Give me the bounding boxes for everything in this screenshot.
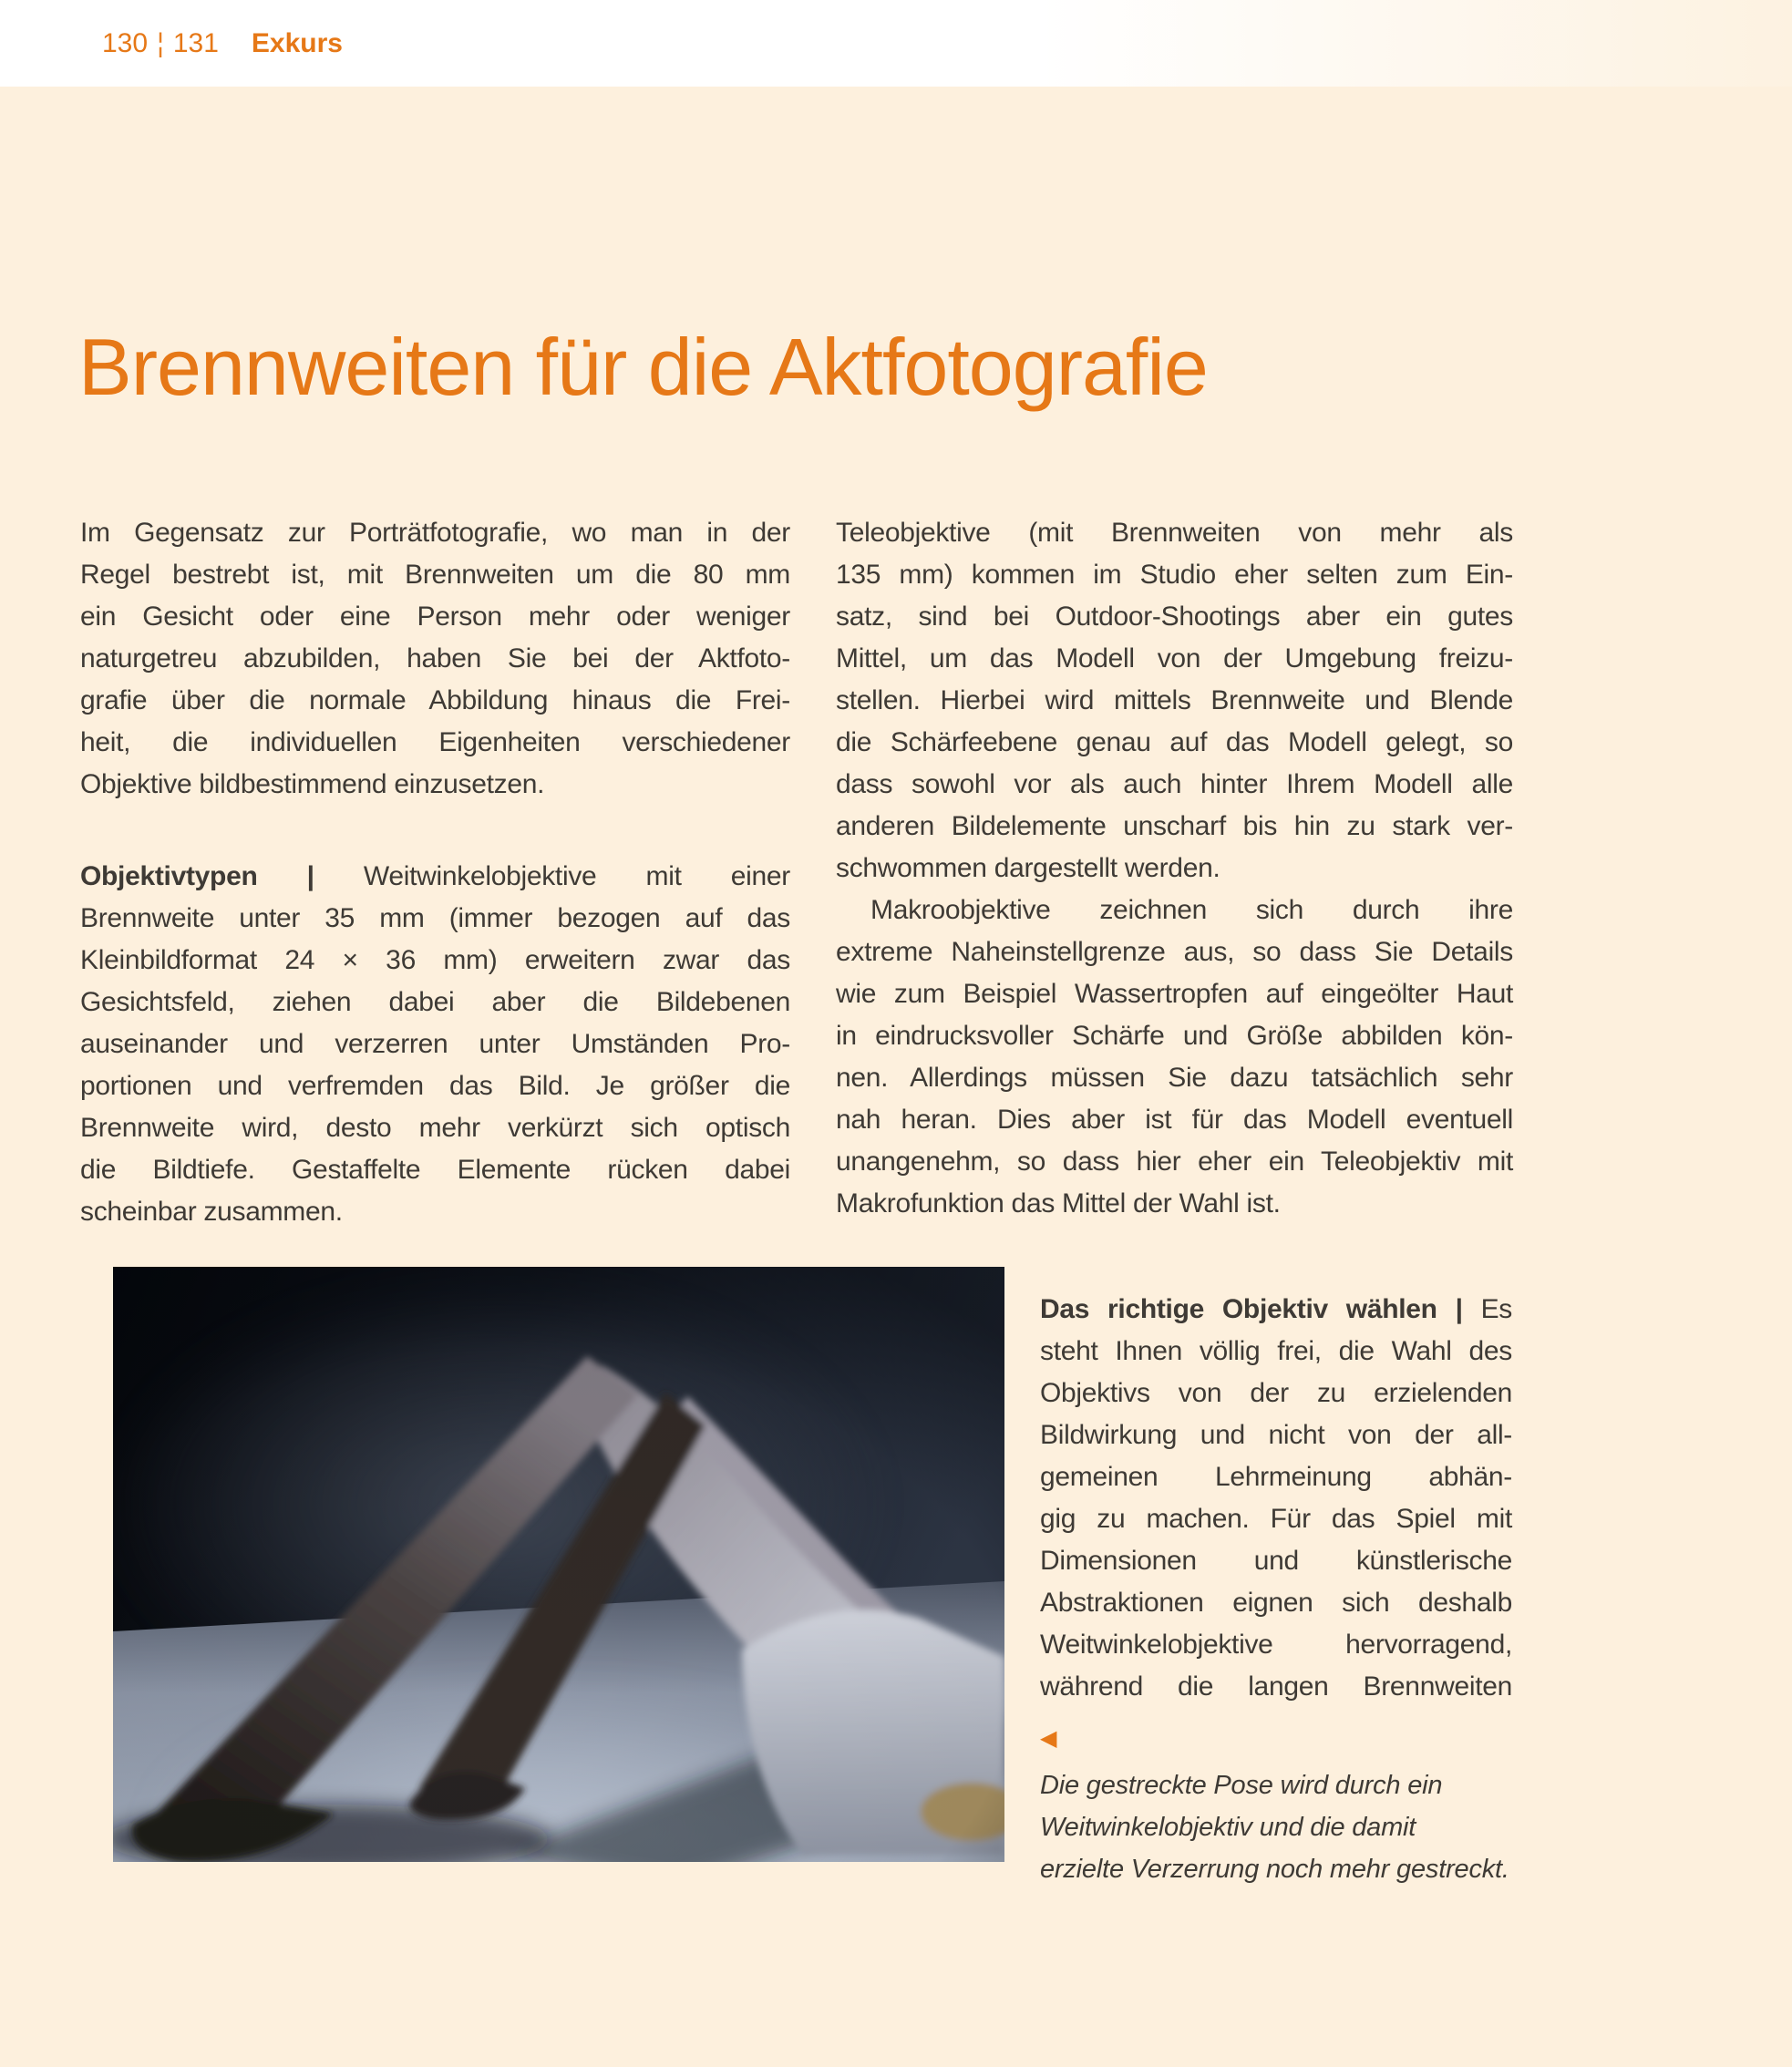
text-line: satz, sind bei Outdoor-Shootings aber ein gutes xyxy=(836,602,1513,632)
nude-studio-photo xyxy=(113,1267,1004,1862)
text-line: Das richtige Objektiv wählen | Es xyxy=(1040,1294,1513,1324)
text-line: Dimensionen und künstlerische xyxy=(1040,1546,1512,1576)
text-line: Weitwinkelobjektive hervorragend, xyxy=(1040,1630,1512,1660)
text-line: portionen und verfremden das Bild. Je größer die xyxy=(80,1071,790,1101)
text-line: 135 mm) kommen im Studio eher selten zum Ein- xyxy=(836,560,1513,590)
text-line: anderen Bildelemente unscharf bis hin zu stark ver- xyxy=(836,811,1513,841)
text-line: Die gestreckte Pose wird durch ein xyxy=(1040,1771,1443,1800)
text-line: Makroobjektive zeichnen sich durch ihre xyxy=(870,895,1513,925)
page-number-left: 130 xyxy=(102,28,149,58)
caption-text xyxy=(1040,1764,1550,1890)
paragraph-intro xyxy=(80,512,790,806)
right-column xyxy=(836,512,1513,1225)
text-line: in eindrucksvoller Schärfe und Größe abbilden kön- xyxy=(836,1021,1513,1051)
text-line: steht Ihnen völlig frei, die Wahl des xyxy=(1040,1336,1512,1366)
text-line: Bildwirkung und nicht von der all- xyxy=(1040,1420,1512,1450)
side-column xyxy=(1040,1289,1512,1708)
text-line: auseinander und verzerren unter Umständen Pro- xyxy=(80,1029,790,1059)
text-line: heit, die individuellen Eigenheiten verschiedener xyxy=(80,727,790,757)
text-line: Mittel, um das Modell von der Umgebung freizu- xyxy=(836,643,1513,674)
text-line: extreme Naheinstellgrenze aus, so dass Sie Details xyxy=(836,937,1513,967)
text-line: nen. Allerdings müssen Sie dazu tatsächlich sehr xyxy=(836,1063,1513,1093)
text-line: naturgetreu abzubilden, haben Sie bei der Aktfoto- xyxy=(80,643,790,674)
page-title: Brennweiten für die Aktfotografie xyxy=(78,321,1208,412)
caption-arrow-left-icon: ◀ xyxy=(1040,1726,1057,1751)
text-line: unangenehm, so dass hier eher ein Teleobjektiv mit xyxy=(836,1147,1513,1177)
text-line: stellen. Hierbei wird mittels Brennweite und Blende xyxy=(836,685,1513,715)
text-line: Objektivtypen | Weitwinkelobjektive mit einer xyxy=(80,861,790,891)
text-line: die Schärfeebene genau auf das Modell gelegt, so xyxy=(836,727,1513,757)
text-line: erzielte Verzerrung noch mehr gestreckt. xyxy=(1040,1855,1509,1884)
text-line: Brennweite unter 35 mm (immer bezogen auf das xyxy=(80,903,790,933)
text-line: grafie über die normale Abbildung hinaus die Frei- xyxy=(80,685,790,715)
text-line: Objektive bildbestimmend einzusetzen. xyxy=(80,769,545,799)
text-line: Kleinbildformat 24 × 36 mm) erweitern zwar das xyxy=(80,945,790,975)
page-number-divider: ¦ xyxy=(157,28,164,58)
text-line: wie zum Beispiel Wassertropfen auf eingeölter Haut xyxy=(836,979,1513,1009)
text-line: scheinbar zusammen. xyxy=(80,1197,343,1227)
text-line: Gesichtsfeld, ziehen dabei aber die Bildebenen xyxy=(80,987,790,1017)
text-line: Im Gegensatz zur Porträtfotografie, wo man in der xyxy=(80,518,790,548)
page-number-right: 131 xyxy=(172,28,219,58)
photo-caption xyxy=(1040,1728,1550,1890)
paragraph-objektivtypen xyxy=(80,856,790,1233)
photo-vignette xyxy=(113,1267,1004,1862)
text-line: Teleobjektive (mit Brennweiten von mehr als xyxy=(836,518,1513,548)
page-header xyxy=(102,24,343,64)
paragraph-teleobjektive xyxy=(836,512,1513,890)
paragraph-makroobjektive xyxy=(836,890,1513,1225)
text-line: ein Gesicht oder eine Person mehr oder weniger xyxy=(80,602,790,632)
left-column xyxy=(80,512,790,1233)
text-line: Abstraktionen eignen sich deshalb xyxy=(1040,1588,1512,1618)
text-line: nah heran. Dies aber ist für das Modell eventuell xyxy=(836,1105,1513,1135)
text-line: Regel bestrebt ist, mit Brennweiten um die 80 mm xyxy=(80,560,790,590)
paragraph-objektiv-waehlen xyxy=(1040,1289,1512,1708)
text-line: die Bildtiefe. Gestaffelte Elemente rücken dabei xyxy=(80,1155,790,1185)
text-line: schwommen dargestellt werden. xyxy=(836,853,1220,883)
text-line: Brennweite wird, desto mehr verkürzt sich optisch xyxy=(80,1113,790,1143)
text-line: Makrofunktion das Mittel der Wahl ist. xyxy=(836,1188,1281,1219)
text-line: dass sowohl vor als auch hinter Ihrem Modell alle xyxy=(836,769,1513,799)
text-line: Objektivs von der zu erzielenden xyxy=(1040,1378,1512,1408)
section-label: Exkurs xyxy=(251,28,343,58)
text-line: Weitwinkelobjektiv und die damit xyxy=(1040,1813,1416,1842)
text-line: gig zu machen. Für das Spiel mit xyxy=(1040,1504,1512,1534)
text-line: während die langen Brennweiten xyxy=(1040,1671,1512,1702)
text-line: gemeinen Lehrmeinung abhän- xyxy=(1040,1462,1512,1492)
